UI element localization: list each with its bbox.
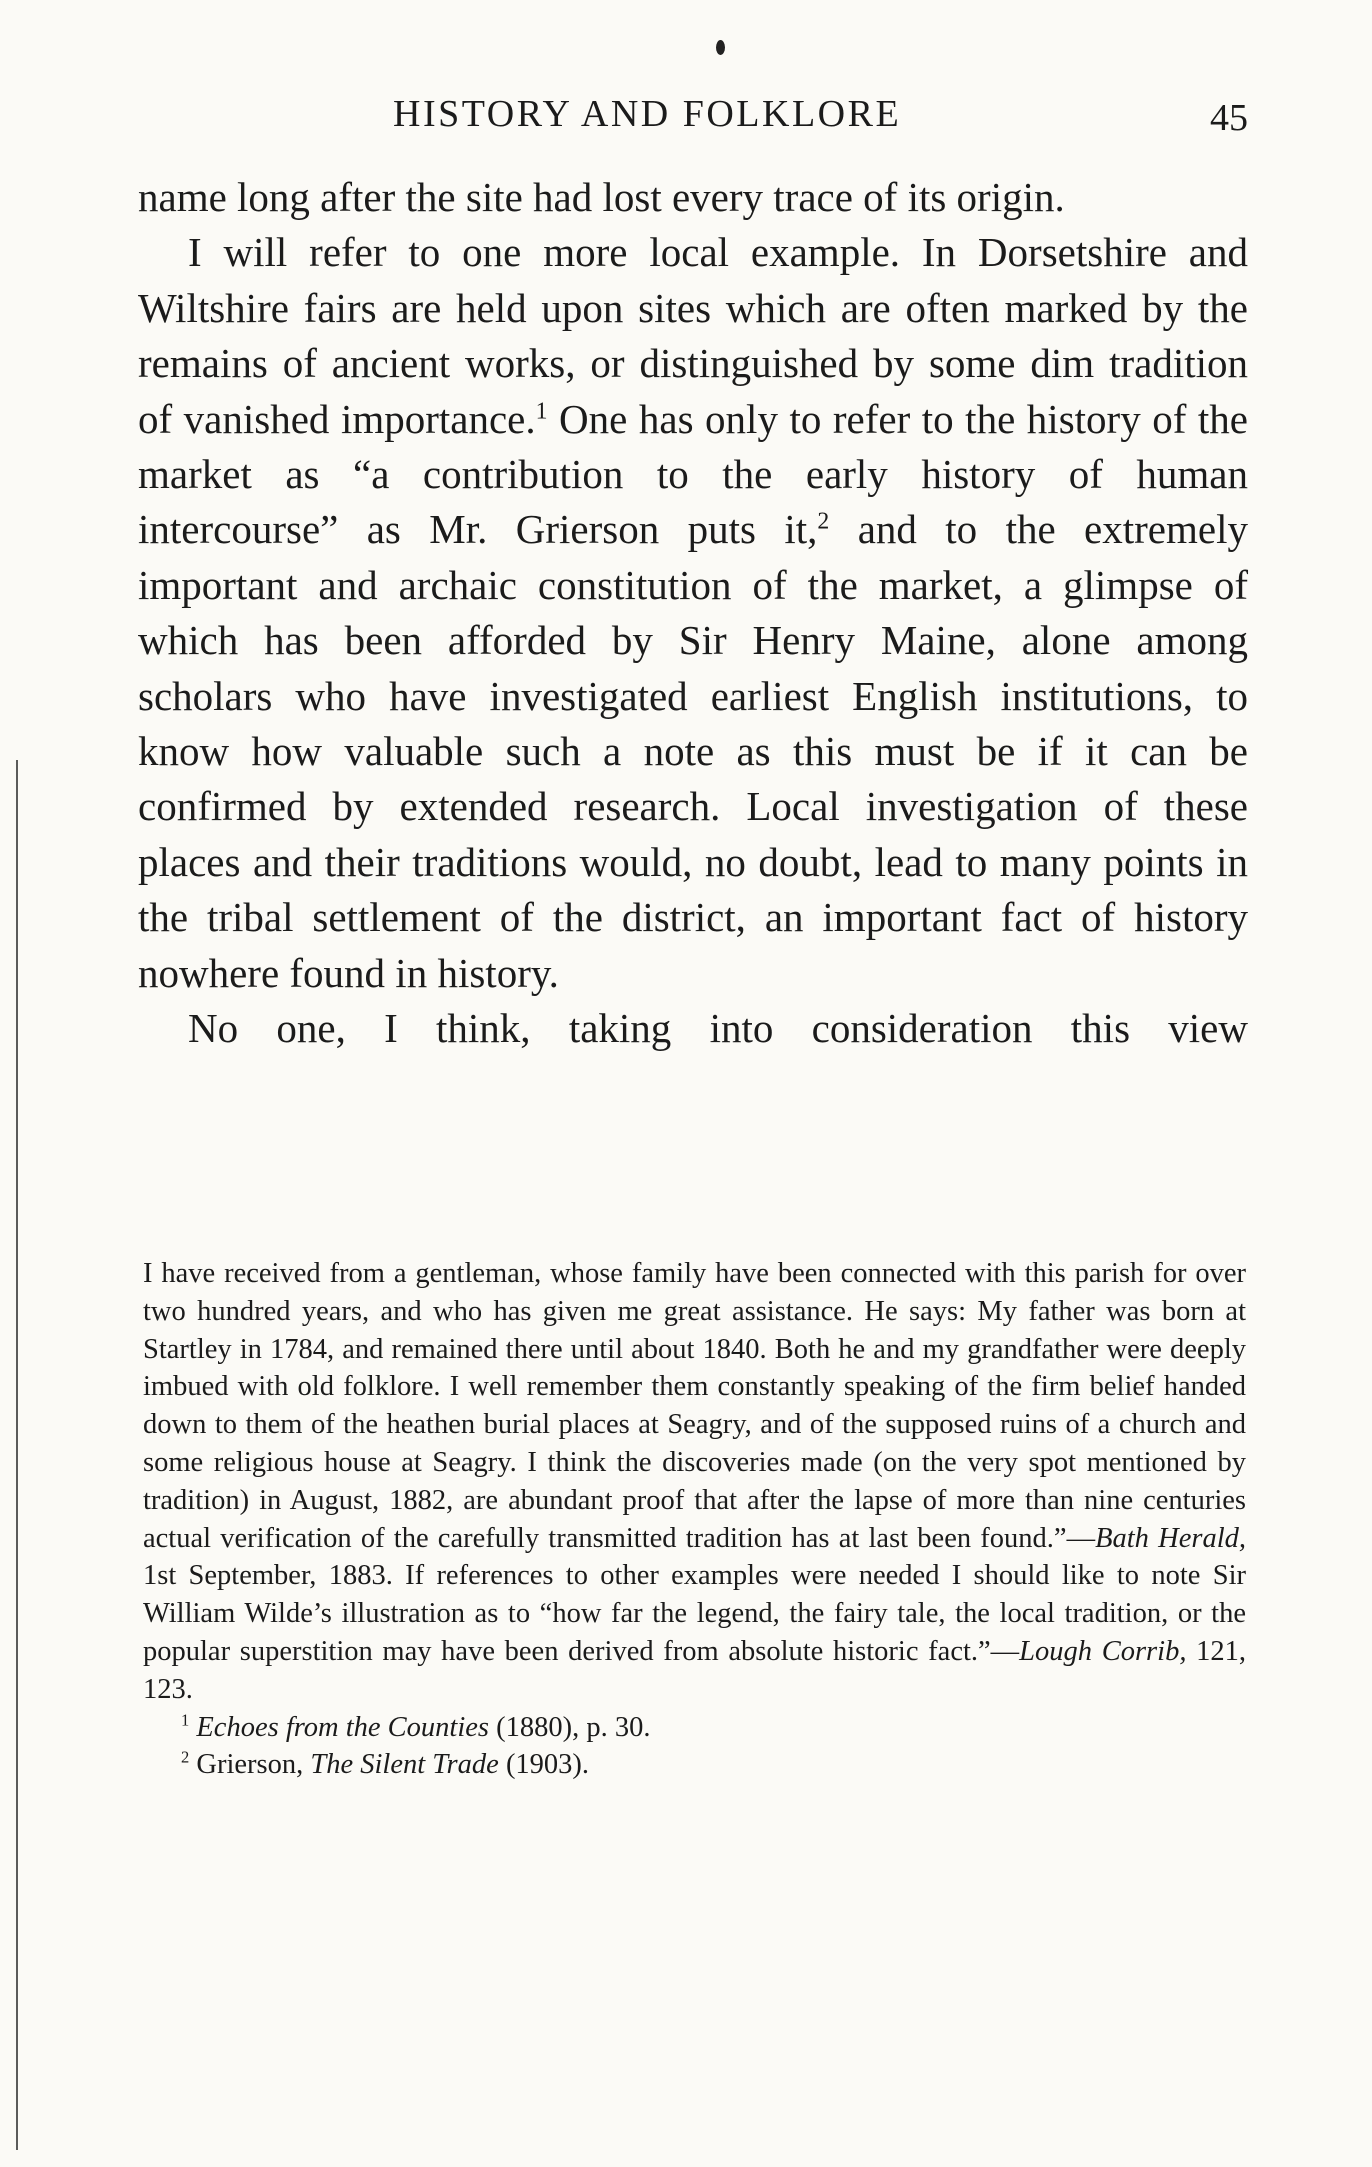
paragraph-view: No one, I think, taking into consideration this view — [188, 1005, 1248, 1052]
source-title: The Silent Trade — [310, 1749, 499, 1781]
footnote-text: 121, 123. — [143, 1635, 1247, 1705]
footnote-2 — [143, 1746, 1246, 1784]
paragraph-local-example — [138, 225, 1248, 1001]
page-number: 45 — [1210, 97, 1248, 139]
source-title: Lough Corrib, — [1019, 1635, 1187, 1667]
ink-mark — [716, 40, 725, 55]
footnote-text: Grierson, — [189, 1749, 311, 1781]
footnote-text: (1903). — [498, 1749, 590, 1781]
main-text — [138, 170, 1248, 1057]
source-title: Echoes from the Counties — [196, 1711, 490, 1743]
running-title: HISTORY AND FOLKLORE — [393, 93, 902, 135]
footnote-marker: 1 — [181, 1710, 190, 1730]
footnote-1 — [143, 1709, 1246, 1747]
footnote-text: I have received from a gentleman, whose family have been connected with this parish for over two hundred years, and who has given me great assistance. He says: My father was born at Startley in 1784, and remained there until about 1840. Both he and my grandfather were deeply imbued with old folklore. I well remember them constantly speaking of the firm belief handed down to them of the heathen burial places at Seagry, and of the supposed ruins of a church and some religious house at Seagry. I think the discoveries made (on the very spot mentioned by tradition) in August, 1882, are abundant proof that after the lapse of more than nine centuries actual verification of the carefully transmitted tradition has at last been found.”— — [143, 1258, 1246, 1554]
footnote-continued — [143, 1255, 1246, 1709]
page-edge-line — [16, 760, 18, 2150]
footnote-ref-1: 1 — [535, 397, 548, 424]
footnotes — [143, 1255, 1246, 1784]
paragraph-text: One has only to refer to the history of the market as “a contribution to the early history of human intercourse” as Mr. Grierson puts it, — [138, 395, 1248, 553]
footnote-text: (1880), p. 30. — [489, 1711, 651, 1743]
source-title: Bath Herald, — [1095, 1522, 1246, 1554]
paragraph-text: and to the extremely important and archaic constitution of the market, a glimpse of which has been afforded by Sir Henry Maine, alone among scholars who have investigated earliest English institutions, to know how valuable such a note as this must be if it can be confirmed by extended research. Local investigation of these places and their traditions would, no doubt, lead to many points in the tribal settlement of the district, an important fact of history nowhere found in history. — [138, 506, 1248, 996]
footnote-ref-2: 2 — [817, 508, 830, 535]
paragraph-continued: name long after the site had lost every trace of its origin. — [138, 174, 1065, 220]
paragraph-text: I will refer to one more local example. In Dorsetshire and Wiltshire fairs are held upon sites which are often marked by the remains of ancient works, or distinguished by some dim tradition of vanished importance. — [138, 229, 1248, 442]
running-header — [138, 92, 1248, 142]
footnote-text: 1st September, 1883. If references to other examples were needed I should like to note Sir William Wilde’s illustration as to “how far the legend, the fairy tale, the local tradition, or the popular superstition may have been derived from absolute historic fact.”— — [143, 1560, 1246, 1667]
footnote-marker: 2 — [181, 1747, 190, 1767]
